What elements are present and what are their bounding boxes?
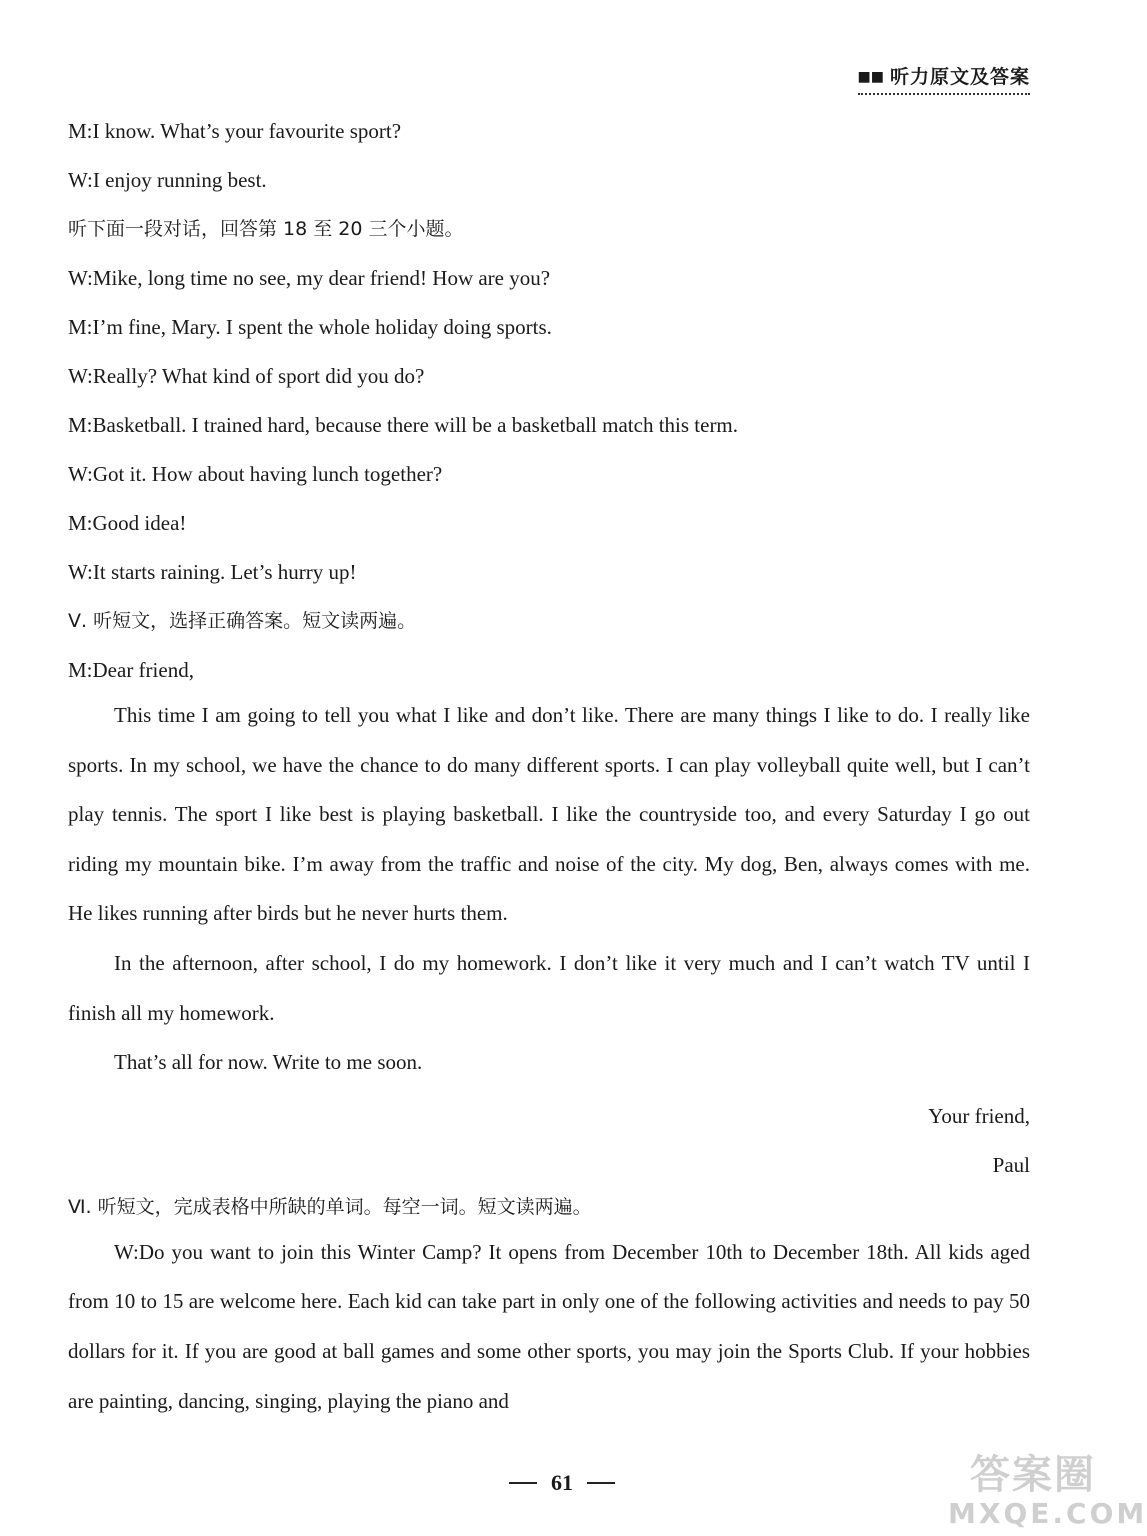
dialogue-line: W:It starts raining. Let’s hurry up! [68,560,357,584]
instruction-line: 听下面一段对话，回答第 18 至 20 三个小题。 [68,218,464,240]
header-marker: ■■ [857,69,884,85]
section-6-heading: Ⅵ. 听短文，完成表格中所缺的单词。每空一词。短文读两遍。 [68,1195,592,1218]
letter-paragraph-2: In the afternoon, after school, I do my homework. I don’t like it very much and I can’t watch TV until I finish all my homework. [68,950,1030,1025]
section-header [858,62,1030,95]
header-title: 听力原文及答案 [889,66,1030,88]
dialogue-line: W:Really? What kind of sport did you do? [68,364,425,388]
dialogue-line: M:I know. What’s your favourite sport? [68,119,402,143]
dialogue-line: M:I’m fine, Mary. I spent the whole holiday doing sports. [68,315,552,339]
watermark-bottom-text: MXQE.COM [948,1497,1147,1530]
letter-signature: Paul [992,1152,1030,1177]
letter-paragraph-1: This time I am going to tell you what I like and don’t like. There are many things I like to do. I really like sports. In my school, we have the chance to do many different sports. I can play volleyball quite well, but I can’t play tennis. The sport I like best is playing basketball. I like the countryside too, and every Saturday I go out riding my mountain bike. I’m away from the traffic and noise of the city. My dog, Ben, always comes with me. He likes running after birds but he never hurts them. [68,703,1030,926]
letter-paragraph-3: That’s all for now. Write to me soon. [114,1050,423,1075]
dialogue-line: M:Basketball. I trained hard, because there will be a basketball match this term. [68,413,739,437]
watermark-logo [948,1452,1147,1536]
letter-salutation: M:Dear friend, [68,658,194,682]
letter-closing: Your friend, [928,1103,1030,1128]
dialogue-line: M:Good idea! [68,511,187,535]
footer-dash-left [509,1482,537,1484]
dialogue-line: W:I enjoy running best. [68,168,267,192]
watermark-top-text: 答案圈 [970,1452,1096,1498]
page-content [68,116,1030,1426]
section-6-paragraph: W:Do you want to join this Winter Camp? It opens from December 10th to December 18th. All kids aged from 10 to 15 are welcome here. Each kid can take part in only one of the following activities and needs to pay 50 dollars for it. If you are good at ball games and some other sports, you may join the Sports Club. If your hobbies are painting, dancing, singing, playing the piano and [68,1239,1030,1413]
section-5-heading: Ⅴ. 听短文，选择正确答案。短文读两遍。 [68,610,417,632]
dialogue-line: W:Mike, long time no see, my dear friend! How are you? [68,266,551,290]
page-number: 61 [551,1470,573,1495]
footer-dash-right [587,1482,615,1484]
dialogue-line: W:Got it. How about having lunch together? [68,462,443,486]
